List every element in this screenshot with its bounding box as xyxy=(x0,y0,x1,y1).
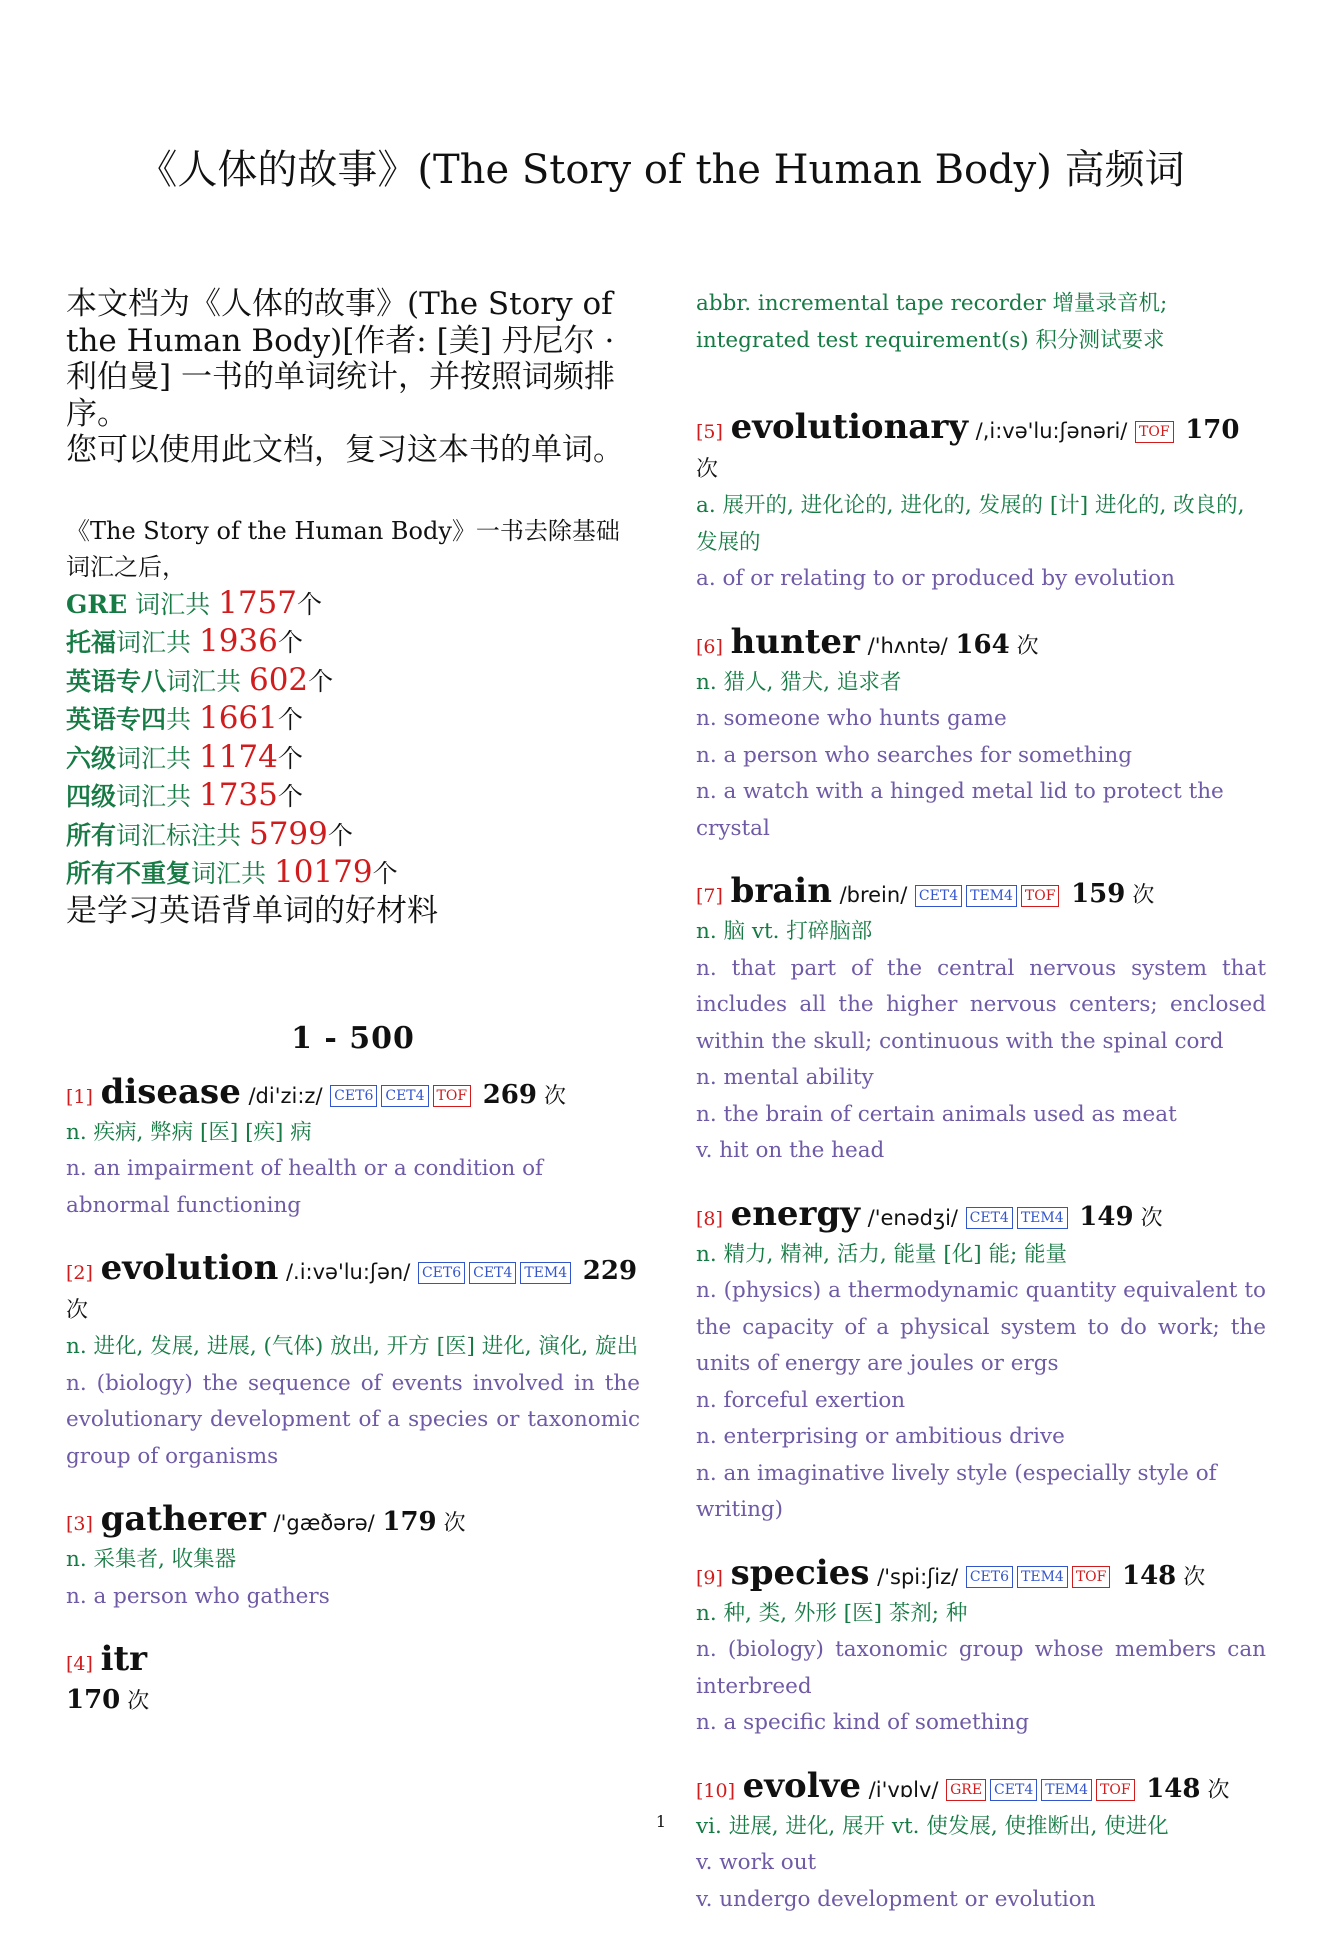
tag-badge: CET6 xyxy=(966,1566,1013,1588)
entry-phonetic: /'hʌntə/ xyxy=(867,633,948,658)
chinese-definition: n. 进化, 发展, 进展, (气体) 放出, 开方 [医] 进化, 演化, 旋出 xyxy=(66,1334,639,1359)
stat-item: 六级词汇共 1174个 xyxy=(66,738,303,775)
entry-header xyxy=(696,621,1266,665)
english-definition: n. that part of the central nervous system that includes all the higher nervous centers; enclosed within the skull; continuous with the spinal cord xyxy=(696,955,1266,1054)
entry-index: [6] xyxy=(696,635,723,658)
entry-phonetic: /brein/ xyxy=(839,883,908,907)
stat-item: 托福词汇共 1936个 xyxy=(66,623,303,659)
entry-phonetic: /'gæðərə/ xyxy=(273,1511,375,1535)
chinese-definition: vi. 进展, 进化, 展开 vt. 使发展, 使推断出, 使进化 xyxy=(696,1813,1169,1839)
chinese-definition: n. 疾病, 弊病 [医] [疾] 病 xyxy=(66,1119,312,1145)
chinese-definition: a. 展开的, 进化论的, 进化的, 发展的 [计] 进化的, 改良的, 发展的 xyxy=(696,493,1245,555)
abbreviation-definition: abbr. incremental tape recorder 增量录音机; integrated test requirement(s) 积分测试要求 xyxy=(696,291,1168,353)
entry-header xyxy=(66,1071,640,1115)
intro-paragraph xyxy=(66,286,640,469)
entry-word: itr xyxy=(100,1639,148,1679)
entry-count: 229 xyxy=(582,1256,638,1286)
count-suffix: 次 xyxy=(1200,1777,1230,1803)
count-suffix: 次 xyxy=(120,1689,150,1714)
entry-word: evolution xyxy=(100,1248,279,1288)
tag-badge: CET4 xyxy=(990,1779,1037,1801)
english-definition: v. undergo development or evolution xyxy=(696,1886,1096,1912)
entry-header xyxy=(696,1765,1266,1809)
entry-phonetic: /di'zi:z/ xyxy=(248,1083,323,1108)
tag-badge: TEM4 xyxy=(1017,1566,1068,1588)
english-definition: a. of or relating to or produced by evolution xyxy=(696,566,1175,591)
stat-item: 所有不重复词汇共 10179个 xyxy=(66,854,398,890)
word-entry xyxy=(66,1501,640,1615)
tag-badge: TOF xyxy=(1135,421,1174,443)
count-suffix: 次 xyxy=(1125,883,1155,908)
tag-badge: CET6 xyxy=(418,1262,465,1284)
count-suffix: 次 xyxy=(537,1083,566,1109)
word-entry xyxy=(696,873,1266,1170)
count-suffix: 次 xyxy=(1009,633,1039,659)
entry-index: [3] xyxy=(66,1513,93,1535)
english-definition: n. forceful exertion xyxy=(696,1387,906,1413)
entry-header xyxy=(696,409,1266,488)
word-entry-continued xyxy=(696,286,1266,359)
entry-word: gatherer xyxy=(100,1499,266,1539)
entry-count: 164 xyxy=(955,629,1010,660)
tag-badge: CET4 xyxy=(469,1262,516,1284)
entry-phonetic: /'spi:ʃiz/ xyxy=(877,1564,959,1589)
entry-index: [1] xyxy=(66,1085,93,1108)
entry-header xyxy=(66,1641,640,1682)
entry-header xyxy=(66,1250,640,1329)
tag-badge: CET4 xyxy=(381,1085,428,1107)
range-heading: 1 - 500 xyxy=(291,1020,415,1056)
english-definition: n. someone who hunts game xyxy=(696,706,1007,731)
word-entry xyxy=(696,621,1266,848)
tag-badge: TEM4 xyxy=(966,885,1017,907)
tag-badge: TOF xyxy=(433,1085,472,1107)
stats-heading: 《The Story of the Human Body》一书去除基础词汇之后， xyxy=(66,516,620,581)
english-definition: n. the brain of certain animals used as meat xyxy=(696,1101,1177,1127)
english-definition: n. (biology) the sequence of events involved in the evolutionary development of a species or taxonomic group of organisms xyxy=(66,1370,640,1469)
english-definition: n. an impairment of health or a condition of abnormal functioning xyxy=(66,1156,543,1218)
tag-badge: TOF xyxy=(1072,1566,1111,1588)
entry-index: [5] xyxy=(696,421,723,443)
count-suffix: 次 xyxy=(436,1511,466,1536)
entry-phonetic: /'enədʒi/ xyxy=(867,1205,959,1230)
chinese-definition: n. 精力, 精神, 活力, 能量 [化] 能; 能量 xyxy=(696,1241,1068,1267)
stat-item: 四级词汇共 1735个 xyxy=(66,777,303,813)
intro-line-1: 本文档为《人体的故事》(The Story of the Human Body)[作者: [美] 丹尼尔 · 利伯曼] 一书的单词统计，并按照词频排序。 xyxy=(66,286,615,432)
tag-badge: TEM4 xyxy=(1017,1207,1068,1229)
stat-item: 英语专四共 1661个 xyxy=(66,700,303,736)
english-definition: n. a watch with a hinged metal lid to protect the crystal xyxy=(696,779,1224,841)
word-entry xyxy=(696,1193,1266,1529)
word-entry xyxy=(66,1250,640,1475)
count-suffix: 次 xyxy=(696,457,719,482)
entry-count: 148 xyxy=(1146,1773,1201,1804)
entry-count: 269 xyxy=(482,1079,537,1110)
word-entry xyxy=(696,1552,1266,1742)
entry-word: energy xyxy=(730,1193,860,1234)
entry-count: 159 xyxy=(1071,879,1126,909)
entry-word: brain xyxy=(730,871,832,911)
chinese-definition: n. 采集者, 收集器 xyxy=(66,1547,237,1572)
entry-word: evolve xyxy=(742,1765,862,1806)
stat-item: 英语专八词汇共 602个 xyxy=(66,661,334,698)
entry-index: [10] xyxy=(696,1779,736,1802)
entry-phonetic: /.i:və'lu:ʃən/ xyxy=(285,1260,411,1284)
english-definition: v. work out xyxy=(696,1850,817,1875)
count-suffix: 次 xyxy=(1133,1205,1163,1231)
count-suffix: 次 xyxy=(1176,1564,1206,1590)
entry-header xyxy=(66,1501,640,1542)
left-column xyxy=(66,286,640,1746)
entry-phonetic: /,i:və'lu:ʃənəri/ xyxy=(975,419,1128,443)
tag-badge: TOF xyxy=(1021,885,1060,907)
chinese-definition: n. 种, 类, 外形 [医] 茶剂; 种 xyxy=(696,1600,968,1626)
english-definition: n. an imaginative lively style (especially style of writing) xyxy=(696,1460,1217,1522)
chinese-definition: n. 猎人, 猎犬, 追求者 xyxy=(696,669,902,695)
entry-word: evolutionary xyxy=(730,407,968,447)
tag-badge: CET4 xyxy=(915,885,962,907)
english-definition: n. mental ability xyxy=(696,1065,874,1090)
tag-badge: CET6 xyxy=(330,1085,377,1107)
entry-word: hunter xyxy=(730,621,860,662)
english-definition: n. (biology) taxonomic group whose members can interbreed xyxy=(696,1637,1266,1699)
entry-index: [8] xyxy=(696,1207,723,1230)
word-entry xyxy=(66,1071,640,1225)
page-number: 1 xyxy=(655,1812,667,1831)
entry-count: 148 xyxy=(1122,1560,1177,1591)
english-definition: n. enterprising or ambitious drive xyxy=(696,1424,1065,1449)
count-suffix: 次 xyxy=(66,1298,89,1323)
english-definition: n. (physics) a thermodynamic quantity equivalent to the capacity of a physical system to do work; the units of energy are joules or ergs xyxy=(696,1278,1266,1376)
entry-header xyxy=(696,1552,1266,1596)
entry-header xyxy=(696,1193,1266,1237)
stats-tail: 是学习英语背单词的好材料 xyxy=(66,892,438,929)
english-definition: n. a person who searches for something xyxy=(696,742,1133,768)
tag-badge: CET4 xyxy=(966,1207,1013,1229)
tag-badge: GRE xyxy=(946,1779,986,1801)
english-definition: n. a person who gathers xyxy=(66,1583,330,1609)
chinese-definition: n. 脑 vt. 打碎脑部 xyxy=(696,919,873,944)
tag-badge: TEM4 xyxy=(1041,1779,1092,1801)
entry-count: 149 xyxy=(1079,1201,1134,1232)
page-title: 《人体的故事》(The Story of the Human Body) 高频词 xyxy=(137,147,1185,193)
entry-index: [9] xyxy=(696,1566,723,1589)
entry-index: [7] xyxy=(696,885,723,907)
entry-index: [4] xyxy=(66,1653,93,1675)
stat-item: GRE 词汇共 1757个 xyxy=(66,584,323,621)
entry-count: 179 xyxy=(382,1507,437,1537)
stat-item: 所有词汇标注共 5799个 xyxy=(66,815,353,852)
word-entry xyxy=(696,409,1266,598)
entry-header xyxy=(696,873,1266,914)
word-entry xyxy=(696,1765,1266,1919)
tag-badge: TOF xyxy=(1096,1779,1135,1801)
entry-word: disease xyxy=(100,1071,241,1112)
word-entry xyxy=(66,1641,640,1720)
entry-index: [2] xyxy=(66,1262,93,1284)
entry-word: species xyxy=(730,1552,870,1593)
intro-line-2: 您可以使用此文档，复习这本书的单词。 xyxy=(66,432,624,468)
stats-list xyxy=(66,585,640,893)
right-column xyxy=(696,286,1266,1944)
entry-count: 170 xyxy=(66,1685,121,1715)
english-definition: v. hit on the head xyxy=(696,1138,885,1163)
entry-count-line xyxy=(66,1682,640,1720)
tag-badge: TEM4 xyxy=(520,1262,571,1284)
english-definition: n. a specific kind of something xyxy=(696,1710,1029,1735)
entry-phonetic: /i'vɒlv/ xyxy=(868,1777,939,1802)
entry-count: 170 xyxy=(1185,415,1240,445)
